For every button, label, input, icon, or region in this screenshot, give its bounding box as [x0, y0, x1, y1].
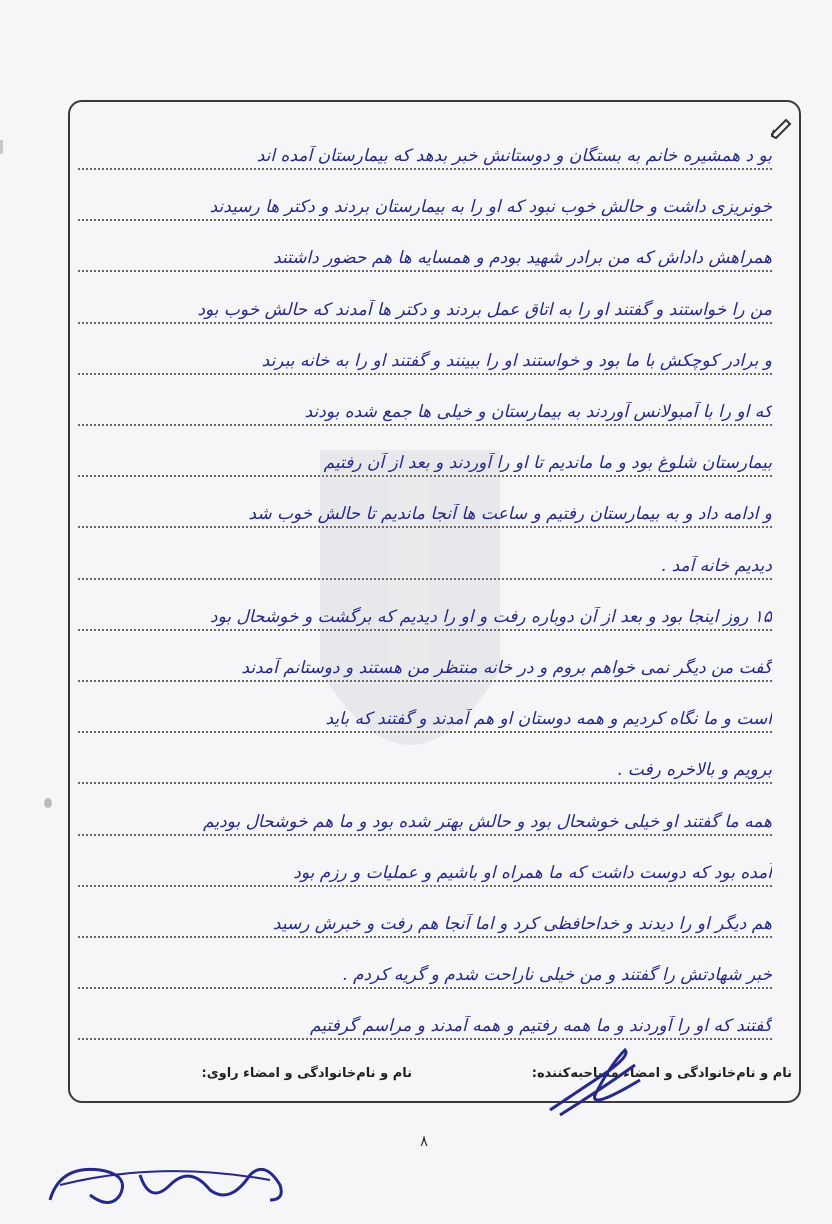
handwritten-line — [78, 284, 772, 324]
handwritten-line-text: آمده بود که دوست داشت که ما همراه او باشیم و عملیات و رزم بود — [293, 862, 772, 883]
handwritten-line-text: و برادر کوچکش با ما بود و خواستند او را ببینند و گفتند او را به خانه ببرند — [261, 350, 772, 371]
handwritten-line-text: و ادامه داد و به بیمارستان رفتیم و ساعت ها آنجا ماندیم تا حالش خوب شد — [248, 504, 772, 525]
handwritten-line-text: برویم و بالاخره رفت . — [616, 760, 772, 781]
handwritten-line-text: بیمارستان شلوغ بود و ما ماندیم تا او را آوردند و بعد از آن رفتیم — [323, 453, 772, 474]
handwritten-line — [78, 949, 772, 989]
edge-mark — [0, 140, 3, 154]
handwritten-line — [78, 335, 772, 375]
punch-hole — [44, 798, 52, 808]
handwritten-line-text: ۱۵ روز اینجا بود و بعد از آن دوباره رفت و او را دیدیم که برگشت و خوشحال بود — [210, 606, 772, 627]
handwritten-line — [78, 181, 772, 221]
handwritten-line-text: دیدیم خانه آمد . — [660, 555, 772, 576]
handwritten-line-text: همراهش داداش که من برادر شهید بودم و همسایه ها هم حضور داشتند — [273, 248, 772, 269]
handwritten-line — [78, 232, 772, 272]
handwritten-line-text: گفتند که او را آوردند و ما همه رفتیم و همه آمدند و مراسم گرفتیم — [310, 1016, 772, 1037]
interviewer-signature — [540, 1040, 650, 1120]
handwritten-line — [78, 540, 772, 580]
handwritten-line — [78, 744, 772, 784]
handwritten-line-text: من را خواستند و گفتند او را به اتاق عمل بردند و دکتر ها آمدند که حالش خوب بود — [197, 299, 772, 320]
pen-icon — [770, 118, 792, 140]
handwritten-line-text: خونریزی داشت و حالش خوب نبود که او را به بیمارستان بردند و دکتر ها رسیدند — [209, 197, 772, 218]
handwritten-line — [78, 437, 772, 477]
handwritten-line-text: است و ما نگاه کردیم و همه دوستان او هم آمدند و گفتند که باید — [325, 709, 772, 730]
handwritten-line-text: خبر شهادتش را گفتند و من خیلی ناراحت شدم و گریه کردم . — [342, 965, 772, 986]
handwritten-line — [78, 488, 772, 528]
narrator-signature-label: نام و نام‌خانوادگی و امضاء راوی: — [201, 1066, 412, 1081]
handwritten-line — [78, 847, 772, 887]
handwritten-line-text: همه ما گفتند او خیلی خوشحال بود و حالش بهتر شده بود و ما هم خوشحال بودیم — [203, 811, 772, 832]
handwritten-line — [78, 130, 772, 170]
handwritten-line — [78, 898, 772, 938]
handwritten-line — [78, 693, 772, 733]
handwritten-line-text: بو د همشیره خانم به بستگان و دوستانش خبر بدهد که بیمارستان آمده اند — [256, 146, 772, 166]
handwritten-line-text: هم دیگر او را دیدند و خداحافظی کرد و اما آنجا هم رفت و خبرش رسید — [272, 914, 772, 934]
handwritten-line — [78, 642, 772, 682]
handwritten-line — [78, 386, 772, 426]
handwritten-line-text: که او را با آمبولانس آوردند به بیمارستان و خیلی ها جمع شده بودند — [304, 402, 772, 422]
interviewer-signature-label: نام و نام‌خانوادگی و امضاء مصاحبه‌کننده: — [531, 1066, 792, 1081]
handwritten-line — [78, 591, 772, 631]
handwritten-line-text: گفت من دیگر نمی خواهم بروم و در خانه منتظر من هستند و دوستانم آمدند — [241, 658, 772, 678]
handwritten-line — [78, 796, 772, 836]
handwritten-line — [78, 1000, 772, 1040]
page-number: ۸ — [420, 1132, 429, 1150]
narrator-signature — [40, 1155, 300, 1215]
